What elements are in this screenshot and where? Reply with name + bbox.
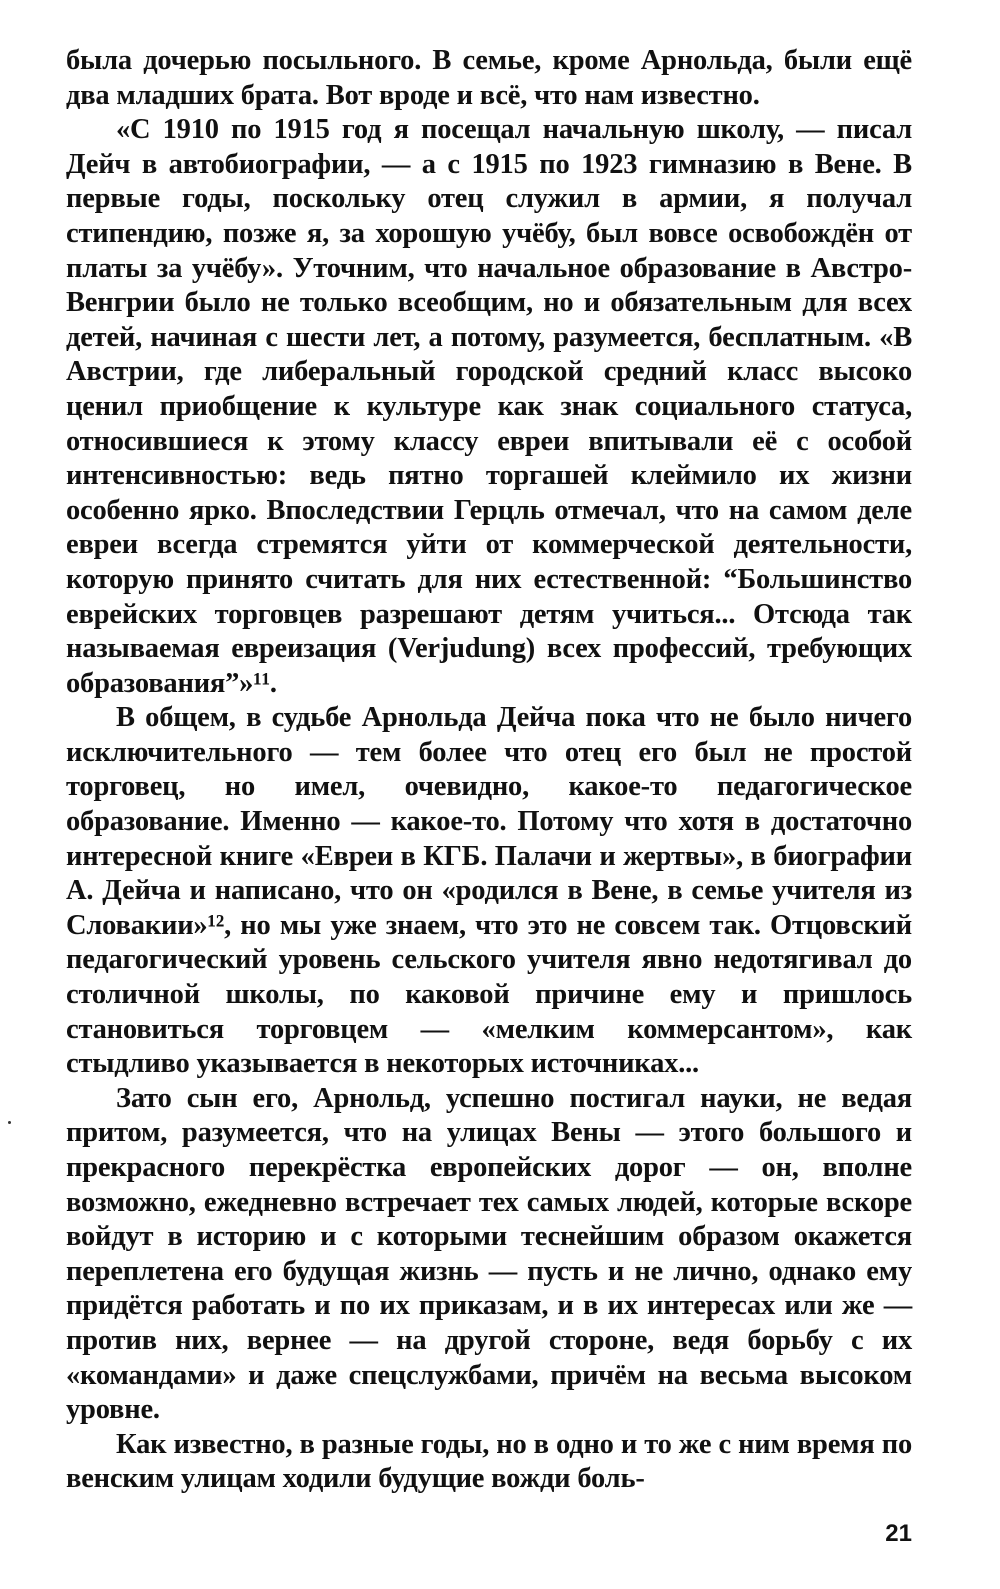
paragraph-vienna-streets: Как известно, в разные годы, но в одно и то же с ним время по венским улицам ходили будущие вожди боль- bbox=[66, 1428, 912, 1495]
paragraph-arnold-studies: Зато сын его, Арнольд, успешно постигал науки, не ведая притом, разумеется, что на улицах Вены — этого большого и прекрасного перекрёстка европейских дорог — он, вполне возможно, ежедневно встречает тех самых людей, которые вскоре войдут в историю и с которыми теснейшим образом окажется переплетена его будущая жизнь — пусть и не лично, однако ему придётся работать и по их приказам, и в их интересах или же — против них, вернее — на другой стороне, ведя борьбу с их «командами» и даже спецслужбами, причём на весьма высоком уровне. bbox=[66, 1082, 912, 1426]
body-text bbox=[66, 44, 912, 1497]
paragraph-father-education: В общем, в судьбе Арнольда Дейча пока что не было ничего исключительного — тем более что отец его был не простой торговец, но имел, очевидно, какое-то педагогическое образование. Именно — какое-то. Потому что хотя в достаточно интересной книге «Евреи в КГБ. Палачи и жертвы», в биографии А. Дейча и написано, что он «родился в Вене, в семье учителя из Словакии»¹², но мы уже знаем, что это не совсем так. Отцовский педагогический уровень сельского учителя явно недотягивал до столичной школы, по каковой причине ему и пришлось становиться торговцем — «мелким коммерсантом», как стыдливо указывается в некоторых источниках... bbox=[66, 702, 912, 1080]
paragraph-continuation: была дочерью посыльного. В семье, кроме Арнольда, были ещё два младших брата. Вот вроде и всё, что нам известно. bbox=[66, 45, 912, 111]
page-number: 21 bbox=[885, 1520, 912, 1547]
margin-speck bbox=[8, 1121, 11, 1124]
paragraph-autobiography-quote: «С 1910 по 1915 год я посещал начальную школу, — писал Дейч в автобиографии, — а с 1915 по 1923 гимназию в Вене. В первые годы, поскольку отец служил в армии, я получал стипендию, позже я, за хорошую учёбу, был вовсе освобождён от платы за учёбу». Уточним, что начальное образование в Австро-Венгрии было не только всеобщим, но и обязательным для всех детей, начиная с шести лет, а потому, разумеется, бесплатным. «В Австрии, где либеральный городской средний класс высоко ценил приобщение к культуре как знак социального статуса, относившиеся к этому классу евреи впитывали её с особой интенсивностью: ведь пятно торгашей клеймило их жизни особенно ярко. Впоследствии Герцль отмечал, что на самом деле евреи всегда стремятся уйти от коммерческой деятельности, которую принято считать для них естественной: “Большинство еврейских торговцев разрешают детям учиться... Отсюда так называемая евреизация (Verjudung) всех профессий, требующих образования”»¹¹. bbox=[66, 114, 912, 699]
